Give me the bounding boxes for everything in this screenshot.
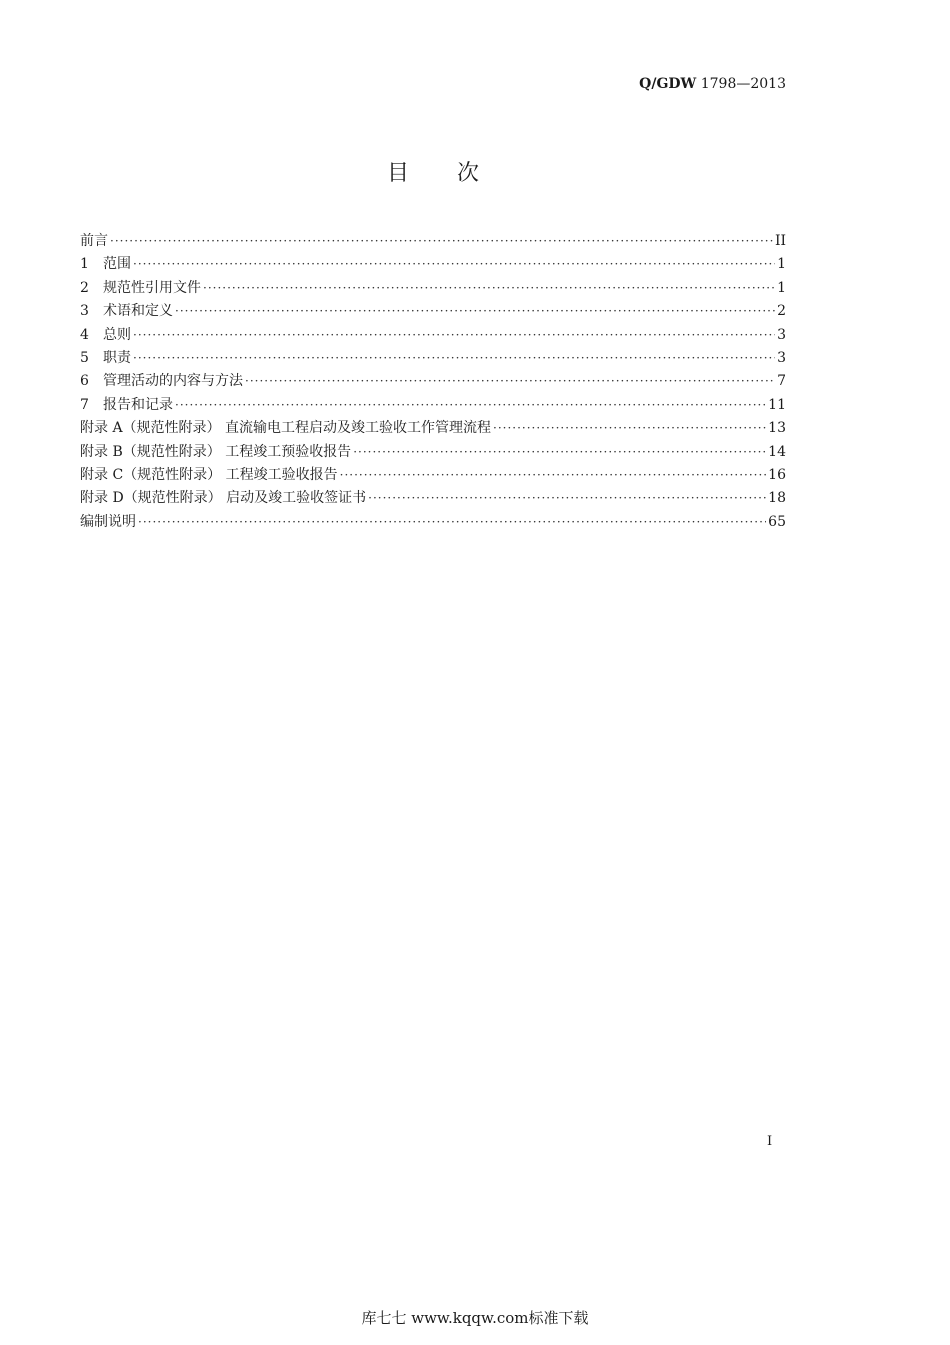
toc-entry-2[interactable] bbox=[80, 277, 786, 300]
toc-entry-page: 13 bbox=[768, 420, 786, 437]
toc-entry-number: 2 bbox=[80, 279, 89, 296]
toc-entry-appendix-b[interactable] bbox=[80, 441, 786, 464]
standard-code-prefix: Q/GDW bbox=[639, 76, 697, 92]
toc-entry-page: 65 bbox=[768, 513, 786, 530]
toc-entry-appendix-a[interactable] bbox=[80, 417, 786, 440]
toc-entry-label: 职责 bbox=[103, 349, 131, 366]
toc-leader bbox=[133, 324, 775, 347]
toc-entry-label: 报告和记录 bbox=[103, 396, 173, 413]
toc-entry-1[interactable] bbox=[80, 253, 786, 276]
toc-entry-label: 附录 D（规范性附录） 启动及竣工验收签证书 bbox=[80, 490, 367, 507]
toc-entry-5[interactable] bbox=[80, 347, 786, 370]
toc-entry-number: 6 bbox=[80, 373, 89, 390]
toc-entry-appendix-d[interactable] bbox=[80, 487, 786, 510]
toc-entry-page: 11 bbox=[768, 396, 786, 413]
toc-entry-label: 附录 A（规范性附录） 直流输电工程启动及竣工验收工作管理流程 bbox=[80, 420, 492, 437]
toc-entry-appendix-c[interactable] bbox=[80, 464, 786, 487]
toc-entry-label: 前言 bbox=[80, 233, 108, 249]
toc-entry-page: 3 bbox=[777, 326, 786, 343]
page-number: I bbox=[767, 1134, 773, 1149]
toc-entry-page: 1 bbox=[777, 279, 786, 296]
toc-entry-page: 2 bbox=[777, 303, 786, 320]
toc-leader bbox=[175, 300, 775, 323]
footer-watermark: 库七七 www.kqqw.com标准下载 bbox=[361, 1309, 589, 1327]
toc-entry-label: 术语和定义 bbox=[103, 303, 173, 320]
toc-entry-page: 1 bbox=[777, 256, 786, 273]
toc-title: 目次 bbox=[386, 161, 527, 186]
toc-entry-3[interactable] bbox=[80, 300, 786, 323]
toc-entry-label: 规范性引用文件 bbox=[103, 279, 201, 296]
toc-entry-label: 范围 bbox=[103, 256, 131, 273]
standard-code-number: 1798—2013 bbox=[696, 76, 786, 92]
toc-entry-label: 附录 B（规范性附录） 工程竣工预验收报告 bbox=[80, 443, 352, 460]
toc-leader bbox=[245, 370, 775, 393]
toc-entry-number: 7 bbox=[80, 396, 89, 413]
toc-entry-number: 1 bbox=[80, 256, 89, 273]
toc-entry-foreword[interactable] bbox=[80, 230, 786, 253]
toc-leader bbox=[175, 394, 766, 417]
toc-entry-number: 4 bbox=[80, 326, 89, 343]
toc-leader bbox=[340, 464, 767, 487]
toc-entry-number: 3 bbox=[80, 303, 89, 320]
toc-leader bbox=[493, 417, 766, 440]
standard-code bbox=[639, 76, 786, 92]
toc-leader bbox=[133, 253, 775, 276]
toc-entry-4[interactable] bbox=[80, 324, 786, 347]
toc-entry-6[interactable] bbox=[80, 370, 786, 393]
table-of-contents bbox=[80, 230, 786, 534]
toc-entry-label: 编制说明 bbox=[80, 513, 136, 530]
toc-entry-explanation[interactable] bbox=[80, 511, 786, 534]
toc-leader bbox=[110, 230, 773, 253]
toc-leader bbox=[203, 277, 775, 300]
toc-leader bbox=[368, 487, 766, 510]
toc-entry-number: 5 bbox=[80, 349, 89, 366]
toc-entry-label: 附录 C（规范性附录） 工程竣工验收报告 bbox=[80, 466, 338, 483]
toc-entry-page: 16 bbox=[768, 466, 786, 483]
toc-leader bbox=[138, 511, 766, 534]
toc-leader bbox=[353, 441, 766, 464]
toc-entry-page: 14 bbox=[768, 443, 786, 460]
toc-entry-page: 18 bbox=[768, 490, 786, 507]
toc-entry-7[interactable] bbox=[80, 394, 786, 417]
toc-entry-page: 7 bbox=[777, 373, 786, 390]
toc-entry-label: 管理活动的内容与方法 bbox=[103, 373, 243, 390]
toc-entry-page: 3 bbox=[777, 349, 786, 366]
toc-entry-label: 总则 bbox=[103, 326, 131, 343]
toc-leader bbox=[133, 347, 775, 370]
toc-entry-page: II bbox=[774, 233, 786, 249]
